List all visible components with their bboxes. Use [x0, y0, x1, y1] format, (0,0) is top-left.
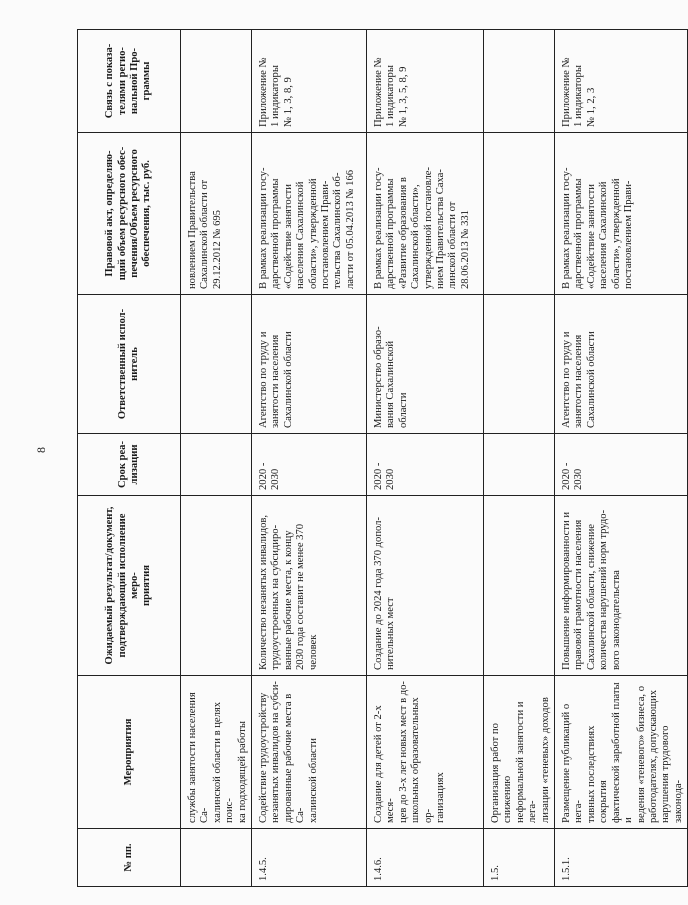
header-legal-act: Правовой акт, определяю- щий объем ресурсного обес- печения/Объем ресурсного обеспечения, тыс. руб. [78, 133, 181, 295]
cell-term: 2020 - 2030 [367, 434, 484, 496]
cell-executor [484, 295, 555, 434]
cell-legal-act [484, 133, 555, 295]
table-header-row [78, 30, 181, 887]
cell-executor: Министерство образо- вания Сахалинской области [367, 295, 484, 434]
cell-legal-act: В рамках реализации госу- дарственной программы «Содействие занятости населения Сахалинской области», утвержденной постановлением Прави- [555, 133, 688, 295]
cell-term: 2020 - 2030 [555, 434, 688, 496]
cell-executor: Агентство по труду и занятости населения Сахалинской области [555, 295, 688, 434]
cell-activity: Организация работ по снижению неформальной занятости и лега- лизации «теневых» доходов [484, 676, 555, 829]
cell-result [484, 496, 555, 676]
cell-link: Приложение № 1 индикаторы № 1, 3, 8, 9 [252, 30, 367, 133]
cell-term [484, 434, 555, 496]
program-activities-table [77, 29, 688, 887]
cell-result: Количество незанятых инвалидов, трудоустроенных на субсидиро- ванные рабочие места, к концу 2030 года составит не менее 370 человек [252, 496, 367, 676]
header-num: № пп. [78, 829, 181, 887]
cell-result [181, 496, 252, 676]
cell-num [181, 829, 252, 887]
cell-result: Создание до 2024 года 370 допол- нительных мест [367, 496, 484, 676]
cell-activity: службы занятости населения Са- халинской области в целях поис- ка подходящей работы [181, 676, 252, 829]
cell-activity: Содействие трудоустройству незанятых инвалидов на субси- дированные рабочие места в Са- халинской области [252, 676, 367, 829]
header-result: Ожидаемый результат/документ, подтверждающий исполнение меро- приятия [78, 496, 181, 676]
table-row [181, 30, 252, 887]
cell-link [181, 30, 252, 133]
cell-activity: Размещение публикаций о нега- тивных последствиях сокрытия фактической заработной платы и ведения «теневого» бизнеса, о работодателях, допускающих нарушения трудового законода- [555, 676, 688, 829]
cell-num: 1.5.1. [555, 829, 688, 887]
page-number: 8 [34, 447, 48, 453]
table-row [484, 30, 555, 887]
rotated-page-area [77, 30, 684, 887]
cell-num: 1.4.5. [252, 829, 367, 887]
cell-term [181, 434, 252, 496]
header-executor: Ответственный испол- нитель [78, 295, 181, 434]
header-activity: Мероприятия [78, 676, 181, 829]
cell-legal-act: новлением Правительства Сахалинской области от 29.12.2012 № 695 [181, 133, 252, 295]
cell-link [484, 30, 555, 133]
cell-num: 1.4.6. [367, 829, 484, 887]
cell-legal-act: В рамках реализации госу- дарственной программы «Содействие занятости населения Сахалинской области», утвержденной постановлением Прави- тельства Сахалинской об- ласти от 05.04.2013 № 166 [252, 133, 367, 295]
cell-activity: Создание для детей от 2-х меся- цев до 3-х лет новых мест в до- школьных образовательных ор- ганизациях [367, 676, 484, 829]
cell-result: Повышение информированности и правовой грамотности населения Сахалинской области, снижение количества нарушений норм трудо- вого законодательства [555, 496, 688, 676]
header-link: Связь с показа- телями регио- нальной Про- граммы [78, 30, 181, 133]
table-row [252, 30, 367, 887]
cell-executor: Агентство по труду и занятости населения Сахалинской области [252, 295, 367, 434]
cell-executor [181, 295, 252, 434]
cell-term: 2020 - 2030 [252, 434, 367, 496]
table-row [367, 30, 484, 887]
header-term: Срок реа- лизации [78, 434, 181, 496]
cell-num: 1.5. [484, 829, 555, 887]
cell-legal-act: В рамках реализации госу- дарственной программы «Развитие образования в Сахалинской области», утвержденной постановле- нием Правительства Саха- линской области от 28.06.2013 № 331 [367, 133, 484, 295]
table-row [555, 30, 688, 887]
cell-link: Приложение № 1 индикаторы № 1, 2, 3 [555, 30, 688, 133]
cell-link: Приложение № 1 индикаторы № 1, 3, 5, 8, 9 [367, 30, 484, 133]
